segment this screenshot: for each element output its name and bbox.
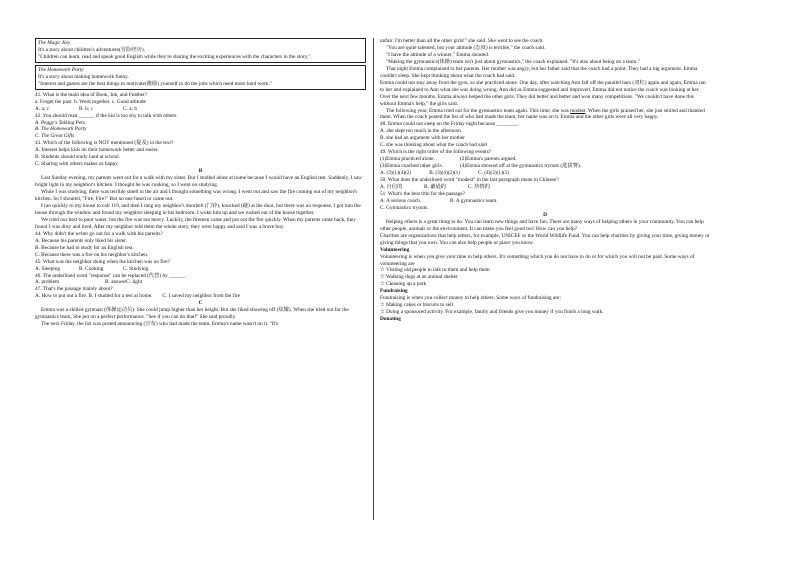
question-44: 44. Why didn't the writer go out for a walk with his parents? bbox=[35, 230, 163, 237]
question-51: 51. What's the best title for the passage? bbox=[380, 190, 465, 197]
option: C. 热情的 bbox=[468, 184, 491, 191]
subheading-volunteering: Volunteering bbox=[380, 246, 410, 253]
event: (3)Emma coached other girls. bbox=[380, 163, 443, 170]
option: A. 自信的 bbox=[380, 184, 403, 191]
passage-c-paragraph: Emma could not stay away from the gym, so she practiced alone. One day, after watching Ann fall off the parallel bars (双杠) again and again, Emma ran to her and explained to Ann what she was doing wrong. Ann did as Emma suggested and improved. Emma did not notice the coach was looking at her. Over the next few months, Emma always helped the other girls. They did better and better and won many competitions. "We couldn't have done this without Emma's help," the girls said. bbox=[380, 79, 706, 107]
option: A. a; c bbox=[35, 105, 49, 112]
question-49-options bbox=[380, 170, 710, 177]
option: B. Because he had to study for an English test. bbox=[35, 244, 134, 251]
passage-d-paragraph: Fundraising is when you collect money to help others. Some ways of fundraising are: bbox=[380, 295, 561, 302]
left-column bbox=[35, 38, 366, 328]
passage-c-paragraph: "Making the gymnastics(体操) team isn't just about gymnastics," the coach explained. "It's also about being on a team." bbox=[386, 58, 640, 65]
book-description: It's a story about children's adventures(冒险经历). bbox=[38, 46, 145, 53]
question-45: 45. What was the neighbor doing when the kitchen was on fire? bbox=[35, 258, 170, 265]
passage-b-paragraph: I ran quickly to my house to call 119, and then I rang my neighbor's doorbell (门铃), knocked (敲) at the door, but there was no response. I got into the house through the window and found my neighbor sleeping in his bedroom. I woke him up and we rushed out of the house together. bbox=[35, 202, 361, 216]
event: (2)Emma's parents argued. bbox=[460, 156, 517, 163]
bullet-item: ☆ Making cakes or biscuits to sell bbox=[380, 302, 454, 309]
question-47-options bbox=[35, 293, 366, 300]
option: A. Sleeping bbox=[35, 265, 61, 272]
option: A. Because his parents only liked his sister. bbox=[35, 237, 127, 244]
passage-c-paragraph: "You are quite talented, but your attitude (态度) is terrible," the coach said. bbox=[386, 44, 546, 51]
text-span: . When the girls praised her, she just smiled and thanked them. When the coach posted the list of who had made the team, her name was on it. Emma and the other girls were all very happy. bbox=[380, 107, 705, 121]
option: C. a; b bbox=[123, 105, 137, 112]
book-quote: "Children can learn, read and speak good English while they're sharing the exciting experiences with the characters in the story." bbox=[38, 53, 311, 60]
option: C. Because there was a fire on his neighbor's kitchen. bbox=[35, 251, 149, 258]
option: C. Studying bbox=[123, 265, 149, 272]
passage-c-paragraph bbox=[380, 108, 710, 122]
right-column bbox=[380, 38, 710, 323]
question-50-options bbox=[380, 184, 710, 191]
option: B. she had an argument with her mother bbox=[380, 135, 465, 142]
passage-d-paragraph: Volunteering is when you give your time to help others. It's something which you do not have to do or for which you will not be paid. Some ways of volunteering are bbox=[380, 253, 695, 267]
option: C. The Great Gifts bbox=[35, 133, 75, 140]
option: B. 谦逊的 bbox=[424, 184, 447, 191]
question-41: 41. What is the main idea of Book, Ink, and Feather? bbox=[35, 91, 148, 98]
question-51-options bbox=[380, 198, 710, 205]
passage-b-paragraph: While I was studying, there was terrible smell in the air and I thought something was wrong. I went out and saw the fire coming out of my neighbor's kitchen. So I shouted, "Fire, Fire!" But no one heard or came out. bbox=[35, 189, 358, 203]
option: C. (4)(2)(1)(3) bbox=[478, 170, 509, 177]
bullet-item: ☆ Walking dogs at an animal shelter bbox=[380, 274, 458, 281]
option: C. Sharing with others makes us happy. bbox=[35, 161, 119, 168]
passage-c-paragraph: Emma was a skilled gymnast (体操运动员). She could jump higher than her height. But she liked showing off (炫耀). When she tried out for the gymnastics team, She put on a perfect performance. "See if you can do that!" She said proudly. bbox=[35, 307, 349, 321]
option: A. problem bbox=[35, 279, 60, 286]
option: B. (3)(4)(2)(1) bbox=[429, 170, 461, 177]
event: (4)Emma showed off at the gymnastics tryouts (选拔赛). bbox=[460, 163, 582, 170]
question-43: 43. Which of the following is NOT mentioned (提及) in the text? bbox=[35, 140, 174, 147]
option: B. answerC. light bbox=[105, 279, 143, 286]
passage-c-paragraph: unfair. I'm better than all the other girls!" she said. She went to see the coach. bbox=[380, 38, 544, 44]
question-49: 49. Which is the right order of the following events? bbox=[380, 149, 492, 156]
underlined-word: modest bbox=[570, 107, 586, 114]
book-box-homework-party bbox=[35, 65, 366, 90]
question-50: 50. What does the underlined word "modest" in the last paragraph mean in Chinese? bbox=[380, 177, 559, 184]
book-title: The Homework Party bbox=[38, 66, 84, 73]
option: B. Cooking bbox=[79, 265, 104, 272]
passage-c-paragraph: The next Friday, the list was posted announcing (宣布) who had made the team. Emma's name wasn't on it. "It's bbox=[41, 321, 279, 328]
option: B. b; c bbox=[79, 105, 93, 112]
event: (1)Emma practiced alone. bbox=[380, 156, 435, 163]
passage-c-paragraph: That night Emma complained to her parents. Her mother was angry, but her father said that the coach had a point. They had a big argument. Emma couldn't sleep. She kept thinking about what the coach had said. bbox=[380, 65, 698, 79]
option: B. Students should study hard at school. bbox=[35, 154, 121, 161]
section-heading-d: D bbox=[543, 211, 547, 218]
section-heading-c: C bbox=[198, 300, 203, 307]
question-47: 47. That's the passage mainly about? bbox=[35, 286, 113, 293]
option: A. (3)(1)(4)(2) bbox=[380, 170, 412, 177]
subheading-donating: Donating bbox=[380, 316, 401, 323]
passage-c-paragraph: "I have the attitude of a winner," Emma shouted. bbox=[386, 51, 490, 58]
bullet-item: ☆ Cleaning up a park bbox=[380, 281, 427, 288]
question-41-options bbox=[35, 106, 366, 113]
option: C. I saved my neighbor from the fire bbox=[162, 293, 241, 300]
option: A. A serious coach. bbox=[380, 197, 422, 204]
option: B. A gymnastics team. bbox=[450, 197, 498, 204]
text-span: The following year, Emma tried out for the gymnastics team again. This time, she was bbox=[386, 107, 571, 114]
option: C. Gymnastics tryouts. bbox=[380, 204, 429, 211]
passage-d-paragraph: Charities are organizations that help others, for example, UNICEF or the World Wildlife Fund. You can help charities by giving your time, giving money or giving things that you own. You can also help people or place you know. bbox=[380, 232, 710, 246]
option: B. The Homework Party bbox=[35, 126, 87, 133]
question-41-items: a. Forget the past. b. Work together. c. Good attitude bbox=[35, 98, 146, 105]
question-48: 48. Emma could not sleep on the Friday night because ________. bbox=[380, 121, 519, 128]
question-45-options bbox=[35, 266, 366, 273]
question-42: 42. You should read ______ if the kid is too shy to talk with others. bbox=[35, 112, 178, 119]
option: A. How to put out a fire. B. I studied for a test at home. bbox=[35, 293, 153, 300]
option: A. Interest helps kids do their homework better and easier. bbox=[35, 147, 159, 154]
book-box-magic-key bbox=[35, 38, 366, 63]
passage-d-paragraph: Helping others is a great thing to do. You can learn new things and have fun. There are many ways of helping others in your community. You can help other people, animals or the environment. It can make you feel good too! How can you help? bbox=[380, 218, 704, 232]
option: A. she slept too much in the afternoon bbox=[380, 128, 461, 135]
book-title: The Magic Key bbox=[38, 40, 71, 46]
question-46: 46. The underlined word "response" can be replaced (代替) by ______. bbox=[35, 272, 187, 279]
passage-b-paragraph: We tried our best to pour water, but the fire was too heavy. Luckily, the firemen came and put out the fire quickly. When my parents came back, they found I was dirty and tired. After my neighbor told them the whole story, they were happy and said I was a brave boy. bbox=[35, 216, 356, 230]
subheading-fundraising: Fundraising bbox=[380, 288, 408, 295]
option: C. she was thinking about what the coach had said bbox=[380, 142, 487, 149]
bullet-item: ☆ Doing a sponsored activity. For example, family and friends give you money if you finish a long walk. bbox=[380, 309, 604, 316]
bullet-item: ☆ Visiting old people to talk to them and help them bbox=[380, 267, 490, 274]
book-description: It's a story about making homework funny. bbox=[38, 73, 129, 80]
question-46-options bbox=[35, 279, 366, 286]
passage-b-paragraph: Last Sunday evening, my parents went out for a walk with my sister. But I studied alone at home because I would have an English test. Suddenly, I saw bright light in my neighbor's kitchen. I thought he was cooking, so I went on studying. bbox=[35, 175, 362, 189]
section-heading-b: B bbox=[198, 168, 203, 175]
option: A. Peggy's Talking Pets bbox=[35, 119, 85, 126]
book-quote: "Interest and games are the best things to motivate(激励) yourself to do the jobs which need more hard work." bbox=[38, 80, 272, 87]
column-divider bbox=[373, 38, 374, 520]
